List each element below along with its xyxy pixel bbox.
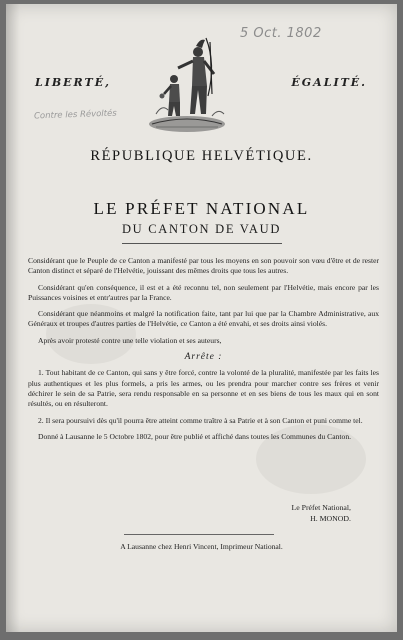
motto-liberte: LIBERTÉ, bbox=[35, 76, 111, 89]
paragraph-protest: Après avoir protesté contre une telle violation et ses auteurs, bbox=[38, 335, 222, 345]
signature-title: Le Préfet National, bbox=[291, 503, 351, 512]
title-rule bbox=[122, 243, 282, 244]
paper-shadow bbox=[6, 4, 20, 632]
paragraph-considerant-2: Considérant qu'en conséquence, il est et a été reconnu tel, non seulement par l'Helvétie, mais encore par les Puissances voisines et entr'autres par la France. bbox=[28, 282, 379, 302]
handwritten-note: Contre les Révoltés bbox=[33, 108, 117, 122]
article-1: 1. Tout habitant de ce Canton, qui sans y être forcé, contre la volonté de la pluralité, manifestée par les faits les plus authentiques et les plus formels, a pris les armes, ou les prendra pour marcher contre ses frères et venir déchirer le sein de sa Patrie, sera rendu responsable en sa personne et en ses biens de tous les maux qui en sont résultés, ou en résulteront. bbox=[28, 368, 379, 409]
signature-block bbox=[291, 502, 351, 524]
proclamation-body bbox=[28, 256, 379, 448]
william-tell-emblem bbox=[146, 34, 228, 134]
canton-title: DU CANTON DE VAUD bbox=[121, 222, 282, 236]
prefect-title: LE PRÉFET NATIONAL bbox=[93, 199, 310, 218]
printer-imprint: A Lausanne chez Henri Vincent, Imprimeur National. bbox=[120, 542, 283, 551]
arrete-heading: Arrête : bbox=[184, 352, 223, 363]
paragraph-considerant-3: Considérant que néanmoins et malgré la notification faite, tant par lui que par la Chambre Administrative, aux Généraux et troupes d'autres parties de l'Helvétie, ce Canton a été envahi, et ses droits ainsi violés. bbox=[28, 309, 379, 329]
signature-name: H. MONOD. bbox=[310, 514, 351, 523]
given-at: Donné à Lausanne le 5 Octobre 1802, pour être publié et affiché dans toutes les Communes du Canton. bbox=[38, 431, 352, 441]
handwritten-date: 5 Oct. 1802 bbox=[240, 26, 322, 41]
republic-heading: RÉPUBLIQUE HELVÉTIQUE. bbox=[90, 148, 313, 164]
poster-sheet bbox=[6, 4, 397, 632]
article-2: 2. Il sera poursuivi dès qu'il pourra être atteint comme traître à sa Patrie et à son Canton et puni comme tel. bbox=[38, 415, 363, 425]
paragraph-considerant-1: Considérant que le Peuple de ce Canton a manifesté par tous les moyens en son pouvoir son vœu d'être et de rester Canton distinct et séparé de l'Helvétie, jouissant des mêmes droits que tous les autres. bbox=[28, 256, 379, 276]
motto-egalite: ÉGALITÉ. bbox=[291, 76, 367, 89]
footer-rule bbox=[124, 534, 274, 535]
